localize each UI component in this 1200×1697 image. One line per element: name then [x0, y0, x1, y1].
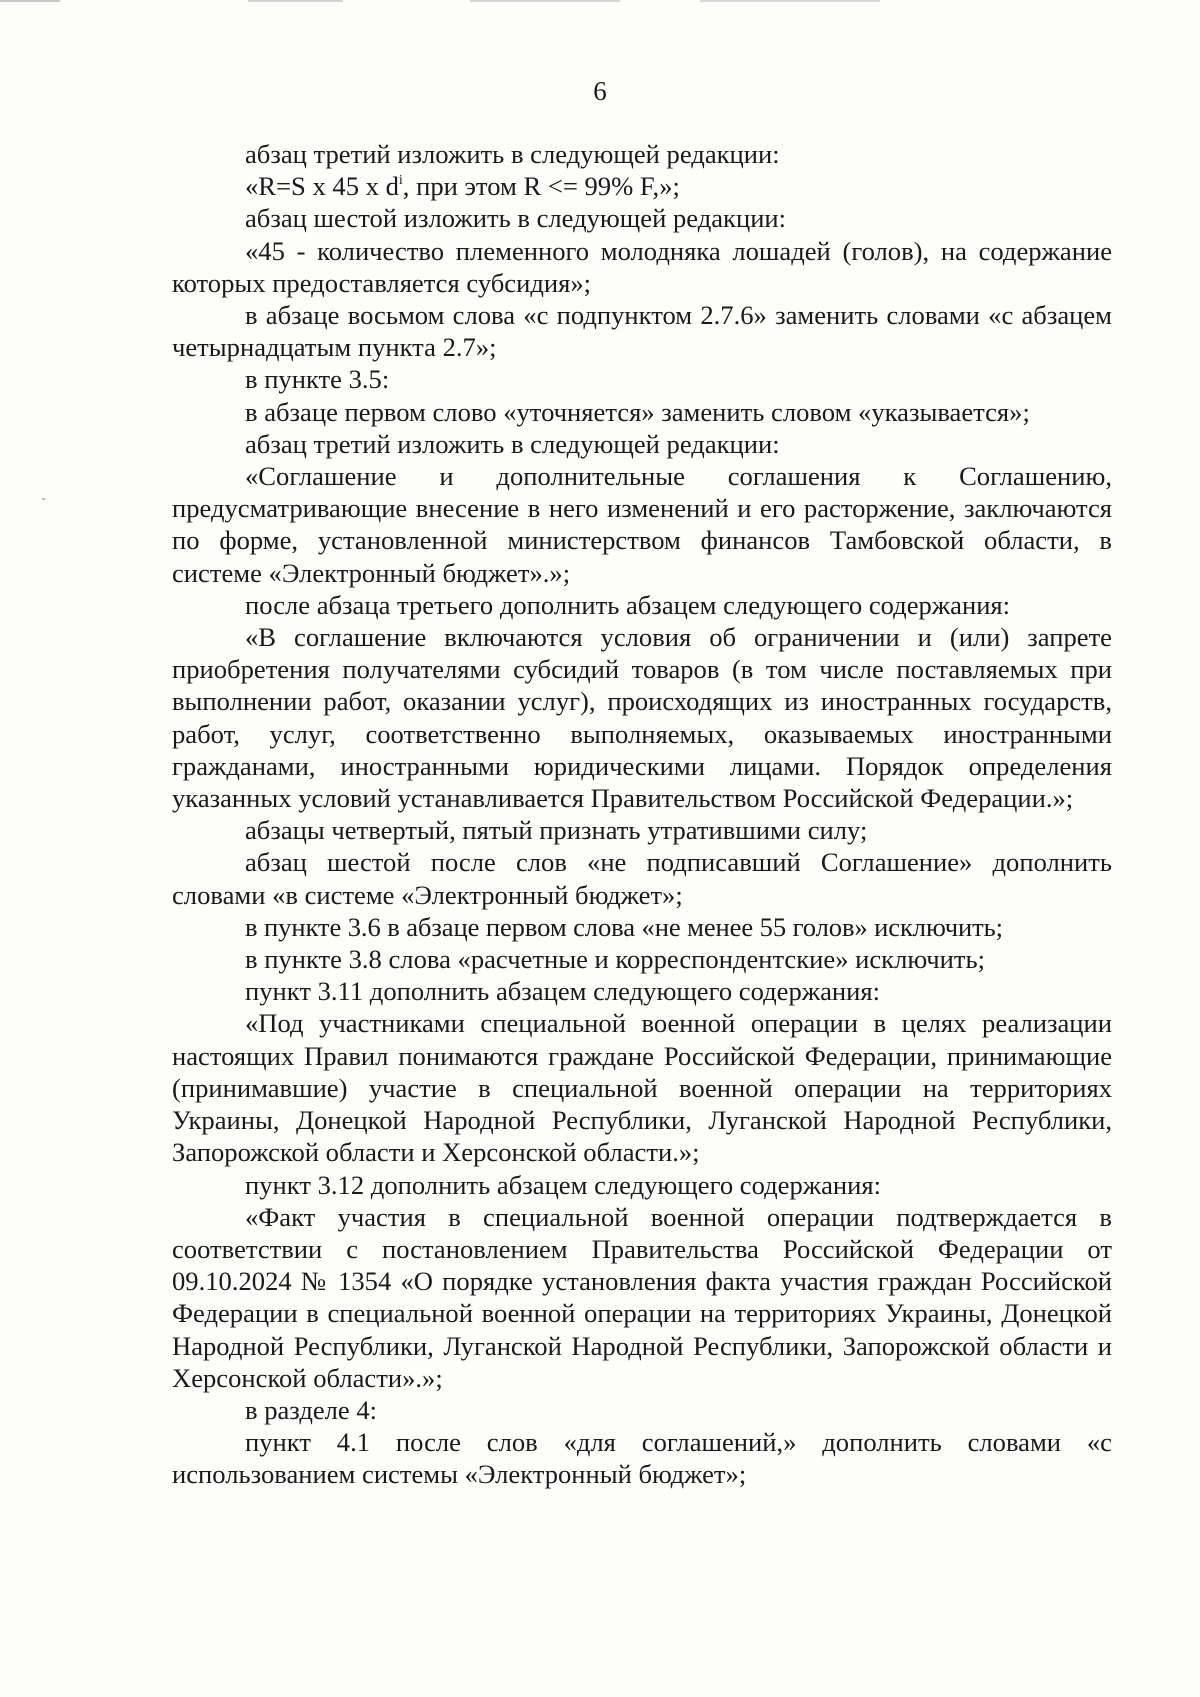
paragraph: «В соглашение включаются условия об ограничении и (или) запрете приобретения получателями субсидий товаров (в том числе поставляемых при выполнении работ, оказании услуг), происходящих из иностранных государств, работ, услуг, соответственно выполняемых, оказываемых иностранными гражданами, иностранными юридическими лицами. Порядок определения указанных условий устанавливается Правительством Российской Федерации.»; — [172, 622, 1112, 814]
paragraph: пункт 4.1 после слов «для соглашений,» дополнить словами «с использованием системы «Электронный бюджет»; — [172, 1427, 1112, 1490]
paragraph: «Соглашение и дополнительные соглашения к Соглашению, предусматривающие внесение в него изменений и его расторжение, заключаются по форме, установленной министерством финансов Тамбовской области, в системе «Электронный бюджет».»; — [172, 461, 1112, 588]
paragraph: в абзаце восьмом слова «с подпунктом 2.7.6» заменить словами «с абзацем четырнадцатым пункта 2.7»; — [172, 300, 1112, 363]
paragraph: абзац третий изложить в следующей редакции: — [245, 428, 780, 459]
scan-edge-marks — [0, 0, 1200, 8]
scan-speck — [42, 498, 45, 500]
paragraph: абзац третий изложить в следующей редакции: — [245, 139, 780, 169]
paragraph: абзац шестой после слов «не подписавший Соглашение» дополнить словами «в системе «Электронный бюджет»; — [172, 847, 1112, 910]
paragraph: «Факт участия в специальной военной операции подтверждается в соответствии с постановлением Правительства Российской Федерации от 09.10.2024 № 1354 «О порядке установления факта участия граждан Российской Федерации в специальной военной операции на территориях Украины, Донецкой Народной Республики, Луганской Народной Республики, Запорожской области и Херсонской области».»; — [172, 1201, 1112, 1393]
paragraph: после абзаца третьего дополнить абзацем следующего содержания: — [245, 589, 1011, 620]
paragraph: в пункте 3.5: — [245, 364, 390, 395]
formula-superscript: i — [398, 173, 403, 189]
page-number: 6 — [593, 76, 607, 106]
paragraph: «Под участниками специальной военной операции в целях реализации настоящих Правил понимаются граждане Российской Федерации, принимающие (принимавшие) участие в специальной военной операции на территориях Украины, Донецкой Народной Республики, Луганской Народной Республики, Запорожской области и Херсонской области.»; — [172, 1008, 1112, 1168]
paragraph: в разделе 4: — [245, 1394, 378, 1425]
paragraph: абзацы четвертый, пятый признать утратившими силу; — [245, 815, 868, 846]
paragraph: в пункте 3.8 слова «расчетные и корреспондентские» исключить; — [245, 944, 985, 975]
formula-suffix: , при этом R <= 99% F,»; — [402, 171, 680, 202]
formula-line — [172, 170, 1112, 202]
paragraph: пункт 3.12 дополнить абзацем следующего содержания: — [245, 1169, 882, 1200]
formula-prefix: «R=S x 45 x d — [245, 171, 399, 202]
paragraph: абзац шестой изложить в следующей редакции: — [245, 203, 787, 234]
paragraph: в абзаце первом слово «уточняется» заменить словом «указывается»; — [245, 396, 1030, 427]
paragraph: «45 - количество племенного молодняка лошадей (голов), на содержание которых предоставляется субсидия»; — [172, 235, 1112, 298]
paragraph: пункт 3.11 дополнить абзацем следующего содержания: — [245, 976, 881, 1007]
paragraph: в пункте 3.6 в абзаце первом слова «не менее 55 голов» исключить; — [245, 911, 1003, 942]
document-body — [172, 138, 1112, 1491]
